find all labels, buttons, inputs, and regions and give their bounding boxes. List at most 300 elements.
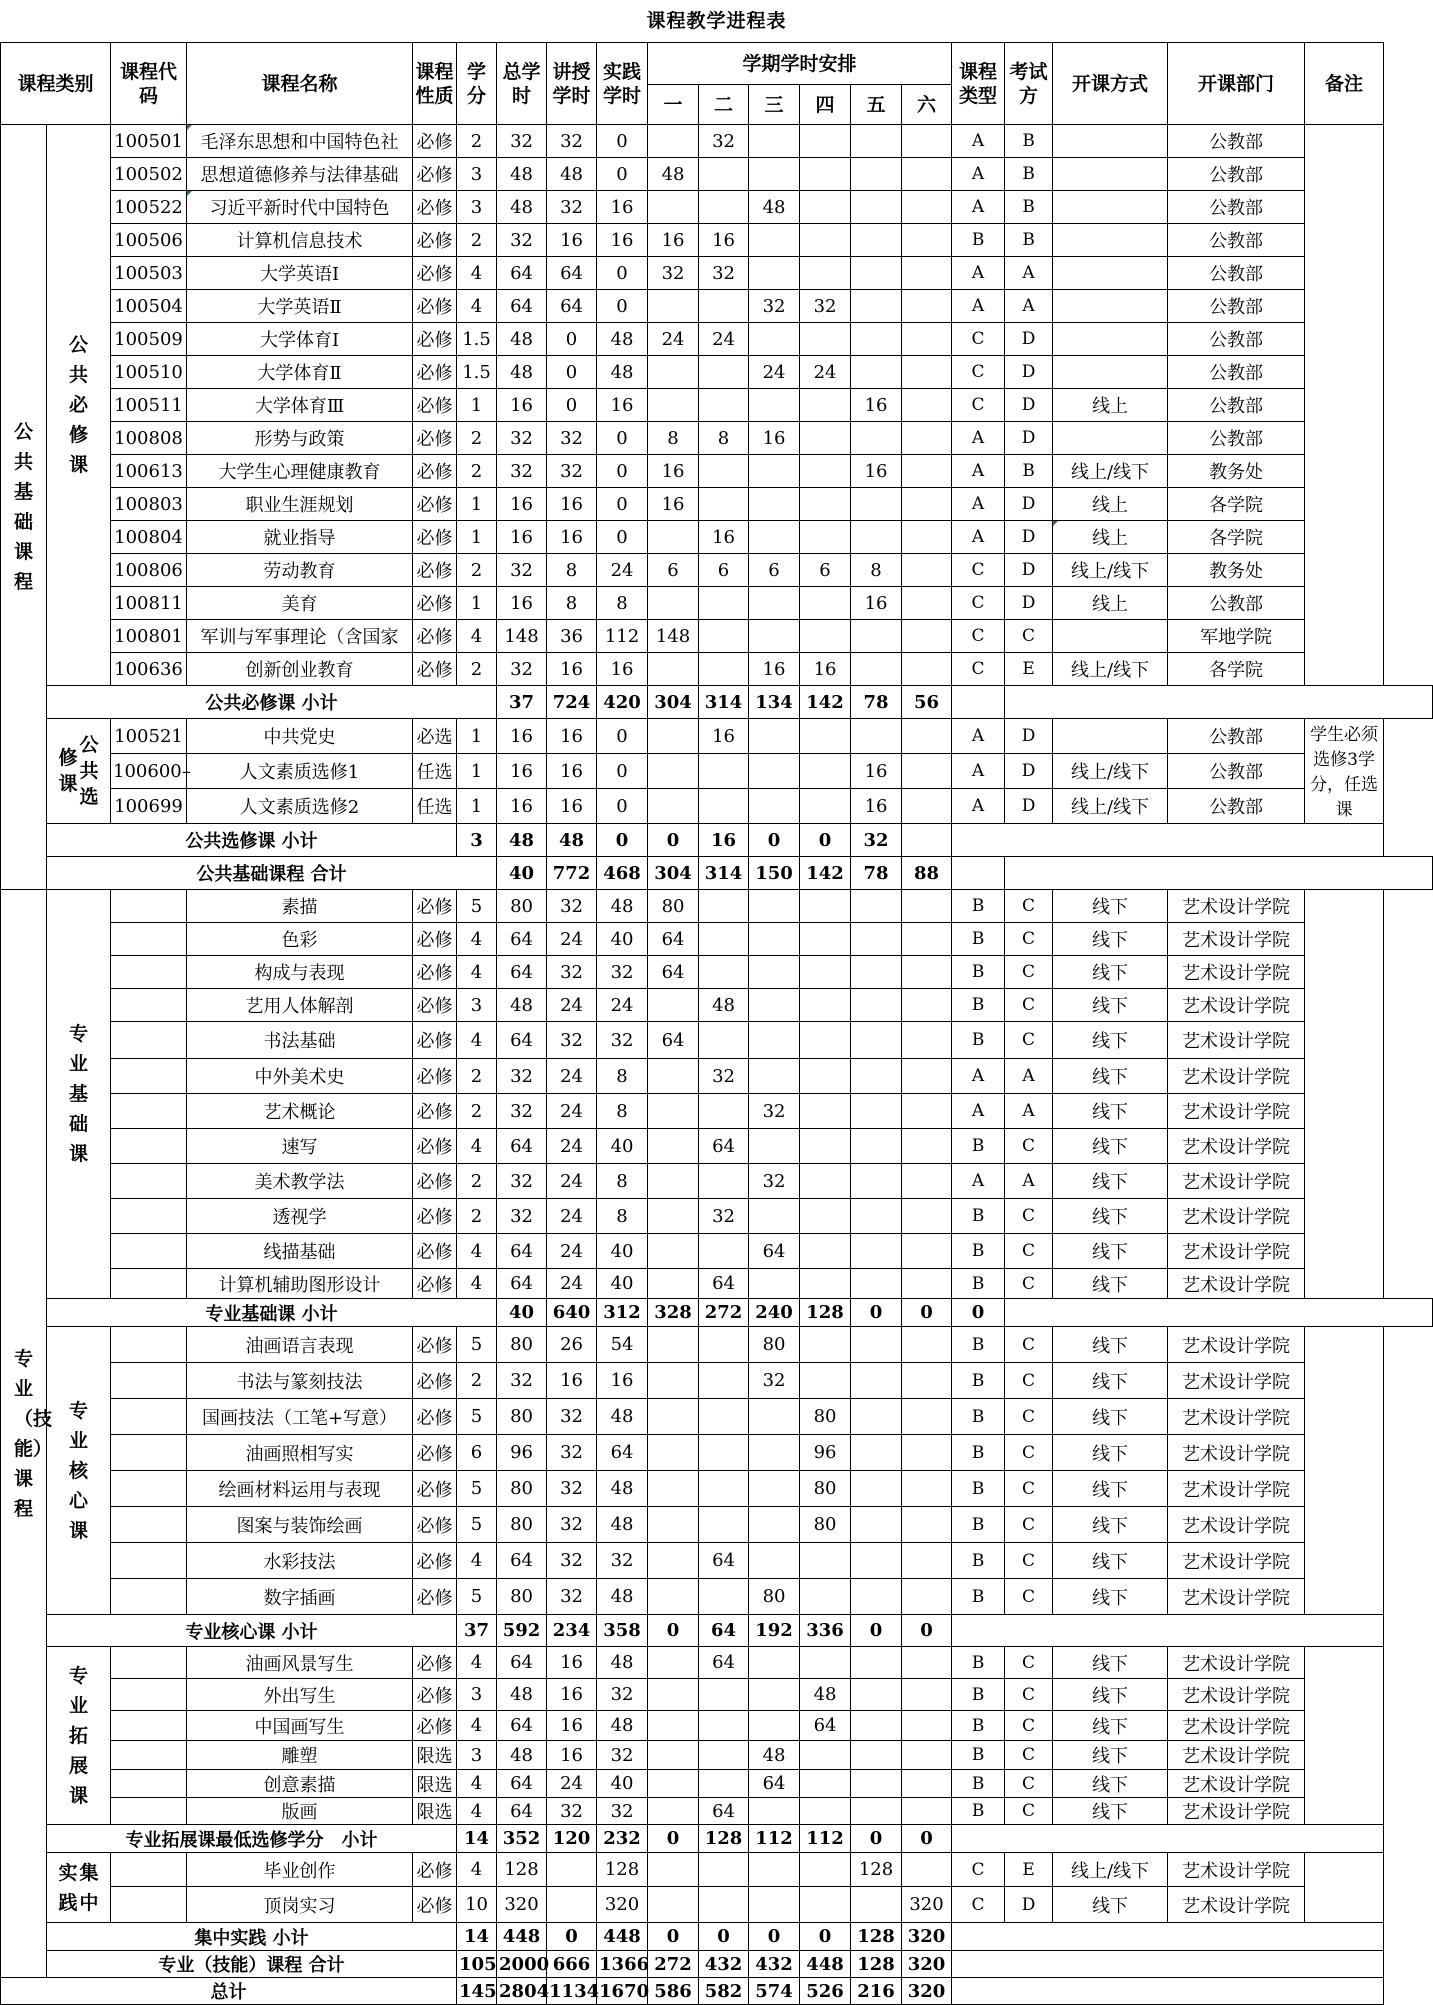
course-nature: 必修 — [413, 389, 457, 422]
course-practice-hours: 32 — [597, 1741, 648, 1770]
course-name: 素描 — [187, 890, 413, 923]
semester-hours — [699, 1770, 749, 1798]
course-total-hours: 16 — [497, 789, 547, 824]
semester-hours — [699, 455, 749, 488]
course-credit: 4 — [457, 1234, 497, 1269]
semester-hours — [749, 789, 800, 824]
course-credit: 3 — [457, 191, 497, 224]
course-type: A — [952, 1164, 1005, 1199]
course-total-hours: 32 — [497, 422, 547, 455]
course-code — [111, 1887, 187, 1923]
course-type: C — [952, 620, 1005, 653]
course-code — [111, 956, 187, 989]
course-nature: 必修 — [413, 1471, 457, 1507]
course-practice-hours: 8 — [597, 587, 648, 620]
semester-hours — [800, 989, 851, 1022]
course-nature: 必修 — [413, 1507, 457, 1543]
course-row — [1, 1741, 1433, 1770]
grand-total-semester: 582 — [699, 1978, 749, 2005]
semester-hours: 16 — [699, 224, 749, 257]
course-credit: 4 — [457, 1022, 497, 1059]
header-name: 课程名称 — [187, 43, 413, 125]
grand-total-semester: 526 — [800, 1978, 851, 2005]
semester-hours — [749, 956, 800, 989]
course-type: C — [952, 1853, 1005, 1887]
course-type: B — [952, 1679, 1005, 1711]
department: 艺术设计学院 — [1168, 1579, 1305, 1615]
course-row — [1, 890, 1433, 923]
subtotal-semester: 336 — [800, 1615, 851, 1647]
subtotal-semester: 142 — [800, 686, 851, 719]
course-code — [111, 1471, 187, 1507]
semester-hours — [749, 455, 800, 488]
header-exam: 考试方 — [1005, 43, 1053, 125]
semester-hours — [800, 1094, 851, 1129]
subtotal-semester: 272 — [648, 1951, 699, 1978]
semester-hours: 32 — [699, 1199, 749, 1234]
course-row — [1, 923, 1433, 956]
semester-hours — [851, 488, 902, 521]
department: 艺术设计学院 — [1168, 1234, 1305, 1269]
grand-total-practice: 1670 — [597, 1978, 648, 2005]
course-code: 100521 — [111, 719, 187, 754]
semester-hours — [851, 1507, 902, 1543]
exam-type: B — [1005, 158, 1053, 191]
group-practice-label-b: 集中 — [79, 1861, 99, 1914]
course-code: 100503 — [111, 257, 187, 290]
course-nature: 必修 — [413, 956, 457, 989]
semester-hours — [699, 620, 749, 653]
semester-hours — [851, 1579, 902, 1615]
semester-hours — [648, 1770, 699, 1798]
delivery-mode: 线下 — [1053, 1129, 1168, 1164]
semester-hours: 16 — [851, 587, 902, 620]
semester-hours — [800, 1059, 851, 1094]
semester-hours: 24 — [699, 323, 749, 356]
course-practice-hours: 48 — [597, 1471, 648, 1507]
exam-type: C — [1005, 1579, 1053, 1615]
course-total-hours: 80 — [497, 1579, 547, 1615]
course-lecture-hours: 32 — [547, 1471, 597, 1507]
semester-hours — [851, 1711, 902, 1741]
semester-hours — [749, 1022, 800, 1059]
course-nature: 必修 — [413, 989, 457, 1022]
course-row — [1, 1022, 1433, 1059]
course-row — [1, 1435, 1433, 1471]
course-total-hours: 96 — [497, 1435, 547, 1471]
department: 艺术设计学院 — [1168, 1199, 1305, 1234]
course-practice-hours: 0 — [597, 257, 648, 290]
course-lecture-hours: 16 — [547, 719, 597, 754]
semester-hours: 32 — [648, 257, 699, 290]
semester-hours — [851, 1543, 902, 1579]
semester-hours — [648, 1853, 699, 1887]
semester-hours — [851, 422, 902, 455]
course-code — [111, 1579, 187, 1615]
semester-hours — [902, 224, 952, 257]
semester-hours — [851, 125, 902, 158]
header-semester: 四 — [800, 85, 851, 125]
course-total-hours: 16 — [497, 389, 547, 422]
semester-hours — [851, 1435, 902, 1471]
semester-hours — [902, 356, 952, 389]
course-row — [1, 620, 1433, 653]
exam-type: C — [1005, 956, 1053, 989]
course-total-hours: 64 — [497, 1234, 547, 1269]
subtotal-semester: 240 — [749, 1299, 800, 1327]
delivery-mode: 线上/线下 — [1053, 789, 1168, 824]
course-row — [1, 554, 1433, 587]
course-code: 100501 — [111, 125, 187, 158]
subtotal-semester: 320 — [902, 1951, 952, 1978]
course-nature: 必修 — [413, 1543, 457, 1579]
semester-hours: 48 — [749, 191, 800, 224]
department: 艺术设计学院 — [1168, 1647, 1305, 1679]
semester-hours — [800, 455, 851, 488]
subtotal-lecture: 666 — [547, 1951, 597, 1978]
subtotal-total: 640 — [547, 1299, 597, 1327]
semester-hours — [902, 1327, 952, 1363]
semester-hours: 6 — [800, 554, 851, 587]
delivery-mode: 线下 — [1053, 989, 1168, 1022]
course-type: C — [952, 653, 1005, 686]
semester-hours — [648, 1094, 699, 1129]
course-lecture-hours: 32 — [547, 1435, 597, 1471]
semester-hours — [851, 890, 902, 923]
course-nature: 必修 — [413, 1887, 457, 1923]
course-lecture-hours: 24 — [547, 1199, 597, 1234]
course-name: 军训与军事理论（含国家 — [187, 620, 413, 653]
department: 艺术设计学院 — [1168, 1711, 1305, 1741]
semester-hours — [699, 754, 749, 789]
header-category: 课程类别 — [1, 43, 111, 125]
subtotal-semester: 0 — [648, 1615, 699, 1647]
course-nature: 必修 — [413, 1679, 457, 1711]
course-lecture-hours: 16 — [547, 754, 597, 789]
subtotal-semester: 0 — [902, 1299, 952, 1327]
subtotal-semester: 0 — [648, 1923, 699, 1951]
semester-hours — [851, 158, 902, 191]
exam-type: C — [1005, 1507, 1053, 1543]
semester-hours — [749, 125, 800, 158]
grand-total-label: 总计 — [1, 1978, 457, 2005]
subtotal-credit: 40 — [497, 857, 547, 890]
subtotal-semester: 432 — [699, 1951, 749, 1978]
course-row — [1, 1647, 1433, 1679]
course-row — [1, 422, 1433, 455]
course-type: B — [952, 989, 1005, 1022]
department: 艺术设计学院 — [1168, 1059, 1305, 1094]
grand-total-semester: 586 — [648, 1978, 699, 2005]
course-type: B — [952, 890, 1005, 923]
empty-cell — [1005, 1299, 1433, 1327]
course-name: 色彩 — [187, 923, 413, 956]
course-lecture-hours: 16 — [547, 1679, 597, 1711]
course-name: 中外美术史 — [187, 1059, 413, 1094]
semester-hours — [851, 1022, 902, 1059]
semester-hours — [699, 1327, 749, 1363]
course-total-hours: 32 — [497, 1363, 547, 1399]
course-lecture-hours: 16 — [547, 1711, 597, 1741]
course-nature: 必修 — [413, 1363, 457, 1399]
exam-type: D — [1005, 389, 1053, 422]
subtotal-row — [1, 824, 1433, 857]
semester-hours — [851, 1471, 902, 1507]
course-credit: 4 — [457, 1798, 497, 1825]
course-lecture-hours: 24 — [547, 1129, 597, 1164]
course-practice-hours: 16 — [597, 1363, 648, 1399]
exam-type: C — [1005, 1543, 1053, 1579]
course-total-hours: 48 — [497, 1741, 547, 1770]
course-practice-hours: 48 — [597, 890, 648, 923]
semester-hours — [749, 224, 800, 257]
course-row — [1, 323, 1433, 356]
semester-hours — [749, 1129, 800, 1164]
course-row — [1, 1507, 1433, 1543]
course-code: 100811 — [111, 587, 187, 620]
delivery-mode: 线上 — [1053, 587, 1168, 620]
semester-hours: 64 — [699, 1798, 749, 1825]
subtotal-semester — [952, 857, 1005, 890]
subtotal-lecture: 48 — [547, 824, 597, 857]
delivery-mode — [1053, 224, 1168, 257]
semester-hours — [902, 754, 952, 789]
course-practice-hours: 40 — [597, 1234, 648, 1269]
exam-type: C — [1005, 620, 1053, 653]
semester-hours: 6 — [699, 554, 749, 587]
semester-hours — [851, 620, 902, 653]
subtotal-lecture: 0 — [547, 1923, 597, 1951]
subtotal-semester — [952, 686, 1005, 719]
course-credit: 5 — [457, 1327, 497, 1363]
semester-hours — [699, 1234, 749, 1269]
course-name: 透视学 — [187, 1199, 413, 1234]
course-nature: 必修 — [413, 1435, 457, 1471]
semester-hours — [648, 653, 699, 686]
semester-hours — [902, 1471, 952, 1507]
course-type: A — [952, 455, 1005, 488]
semester-hours — [648, 125, 699, 158]
delivery-mode: 线下 — [1053, 1234, 1168, 1269]
semester-hours — [648, 521, 699, 554]
delivery-mode: 线下 — [1053, 1022, 1168, 1059]
semester-hours — [699, 356, 749, 389]
course-practice-hours: 40 — [597, 1269, 648, 1299]
semester-hours — [800, 1579, 851, 1615]
course-nature: 必修 — [413, 290, 457, 323]
course-practice-hours: 0 — [597, 488, 648, 521]
delivery-mode: 线下 — [1053, 1059, 1168, 1094]
semester-hours — [800, 754, 851, 789]
course-credit: 3 — [457, 158, 497, 191]
semester-hours — [902, 719, 952, 754]
department: 各学院 — [1168, 653, 1305, 686]
course-practice-hours: 48 — [597, 323, 648, 356]
semester-hours — [851, 1679, 902, 1711]
course-nature: 必修 — [413, 1399, 457, 1435]
semester-hours — [902, 290, 952, 323]
semester-hours — [648, 1059, 699, 1094]
semester-hours — [800, 422, 851, 455]
course-type: A — [952, 789, 1005, 824]
semester-hours — [648, 1711, 699, 1741]
semester-hours — [648, 1887, 699, 1923]
semester-hours: 16 — [648, 488, 699, 521]
semester-hours — [800, 956, 851, 989]
group-public-basic — [1, 125, 47, 890]
course-nature: 必修 — [413, 422, 457, 455]
semester-hours — [902, 554, 952, 587]
course-practice-hours: 8 — [597, 1164, 648, 1199]
department: 各学院 — [1168, 521, 1305, 554]
course-practice-hours: 32 — [597, 1798, 648, 1825]
semester-hours — [902, 956, 952, 989]
course-code — [111, 1094, 187, 1129]
semester-hours — [902, 1164, 952, 1199]
exam-type: C — [1005, 1399, 1053, 1435]
semester-hours: 8 — [648, 422, 699, 455]
course-nature: 必修 — [413, 1853, 457, 1887]
semester-hours — [851, 1741, 902, 1770]
semester-hours — [648, 754, 699, 789]
empty-cell — [952, 1825, 1384, 1853]
course-name: 中国画写生 — [187, 1711, 413, 1741]
delivery-mode: 线下 — [1053, 1363, 1168, 1399]
exam-type: C — [1005, 1327, 1053, 1363]
delivery-mode: 线下 — [1053, 1887, 1168, 1923]
semester-hours: 64 — [699, 1129, 749, 1164]
subtotal-semester: 0 — [648, 1825, 699, 1853]
course-name: 油画照相写实 — [187, 1435, 413, 1471]
semester-hours: 80 — [800, 1399, 851, 1435]
header-mode: 开课方式 — [1053, 43, 1168, 125]
course-name: 书法与篆刻技法 — [187, 1363, 413, 1399]
delivery-mode: 线下 — [1053, 1507, 1168, 1543]
course-code — [111, 1741, 187, 1770]
course-lecture-hours: 32 — [547, 1399, 597, 1435]
course-total-hours: 80 — [497, 1399, 547, 1435]
semester-hours — [902, 890, 952, 923]
group-professional — [1, 890, 53, 1978]
course-lecture-hours: 26 — [547, 1327, 597, 1363]
delivery-mode — [1053, 719, 1168, 754]
course-type: B — [952, 1327, 1005, 1363]
course-credit: 4 — [457, 257, 497, 290]
course-name: 外出写生 — [187, 1679, 413, 1711]
course-total-hours: 48 — [497, 323, 547, 356]
subtotal-semester: 0 — [851, 1825, 902, 1853]
course-row — [1, 488, 1433, 521]
course-credit: 2 — [457, 1094, 497, 1129]
semester-hours: 32 — [749, 1363, 800, 1399]
course-nature: 必修 — [413, 323, 457, 356]
semester-hours — [902, 125, 952, 158]
empty-cell — [952, 1951, 1384, 1978]
course-code — [111, 1199, 187, 1234]
course-practice-hours: 0 — [597, 789, 648, 824]
course-lecture-hours: 32 — [547, 1579, 597, 1615]
subtotal-row — [1, 686, 1433, 719]
course-row — [1, 989, 1433, 1022]
note-cell — [1305, 1853, 1384, 1923]
header-code: 课程代码 — [111, 43, 187, 125]
course-total-hours: 64 — [497, 1129, 547, 1164]
semester-hours: 80 — [749, 1327, 800, 1363]
semester-hours — [699, 1094, 749, 1129]
subtotal-practice: 1366 — [597, 1951, 648, 1978]
course-name: 国画技法（工笔+写意） — [187, 1399, 413, 1435]
semester-hours — [749, 1711, 800, 1741]
course-type: B — [952, 224, 1005, 257]
exam-type: C — [1005, 1798, 1053, 1825]
grand-total-semester: 320 — [902, 1978, 952, 2005]
semester-hours — [749, 389, 800, 422]
department: 公教部 — [1168, 389, 1305, 422]
course-lecture-hours: 32 — [547, 890, 597, 923]
semester-hours — [749, 1199, 800, 1234]
course-nature: 必选 — [413, 719, 457, 754]
course-practice-hours: 8 — [597, 1094, 648, 1129]
course-type: A — [952, 521, 1005, 554]
semester-hours — [749, 890, 800, 923]
subtotal-semester: 112 — [800, 1825, 851, 1853]
grand-total-semester: 216 — [851, 1978, 902, 2005]
subtotal-label: 专业（技能）课程 合计 — [47, 1951, 457, 1978]
course-credit: 1 — [457, 389, 497, 422]
semester-hours: 24 — [648, 323, 699, 356]
course-code — [111, 1363, 187, 1399]
course-code — [111, 1770, 187, 1798]
course-type: B — [952, 1579, 1005, 1615]
exam-type: B — [1005, 125, 1053, 158]
course-total-hours: 64 — [497, 1711, 547, 1741]
semester-hours — [749, 1471, 800, 1507]
semester-hours — [749, 1435, 800, 1471]
semester-hours — [851, 1399, 902, 1435]
course-credit: 4 — [457, 1770, 497, 1798]
semester-hours — [648, 1741, 699, 1770]
semester-hours: 64 — [800, 1711, 851, 1741]
course-total-hours: 32 — [497, 1094, 547, 1129]
delivery-mode: 线下 — [1053, 1399, 1168, 1435]
subtotal-semester: 0 — [648, 824, 699, 857]
course-credit: 2 — [457, 125, 497, 158]
semester-hours — [749, 1679, 800, 1711]
semester-hours — [749, 488, 800, 521]
course-nature: 必修 — [413, 1711, 457, 1741]
header-practice: 实践学时 — [597, 43, 648, 125]
delivery-mode: 线下 — [1053, 1543, 1168, 1579]
course-row — [1, 1579, 1433, 1615]
course-lecture-hours: 0 — [547, 389, 597, 422]
grand-total-row — [1, 1978, 1433, 2005]
semester-hours — [800, 125, 851, 158]
course-type: C — [952, 323, 1005, 356]
course-nature: 必修 — [413, 587, 457, 620]
delivery-mode: 线上/线下 — [1053, 1853, 1168, 1887]
course-row — [1, 1853, 1433, 1887]
semester-hours: 16 — [749, 422, 800, 455]
semester-hours — [749, 521, 800, 554]
header-semester: 六 — [902, 85, 952, 125]
delivery-mode: 线上/线下 — [1053, 455, 1168, 488]
course-row — [1, 1711, 1433, 1741]
exam-type: D — [1005, 521, 1053, 554]
semester-hours — [902, 587, 952, 620]
course-type: B — [952, 1543, 1005, 1579]
course-total-hours: 80 — [497, 890, 547, 923]
department: 艺术设计学院 — [1168, 1399, 1305, 1435]
